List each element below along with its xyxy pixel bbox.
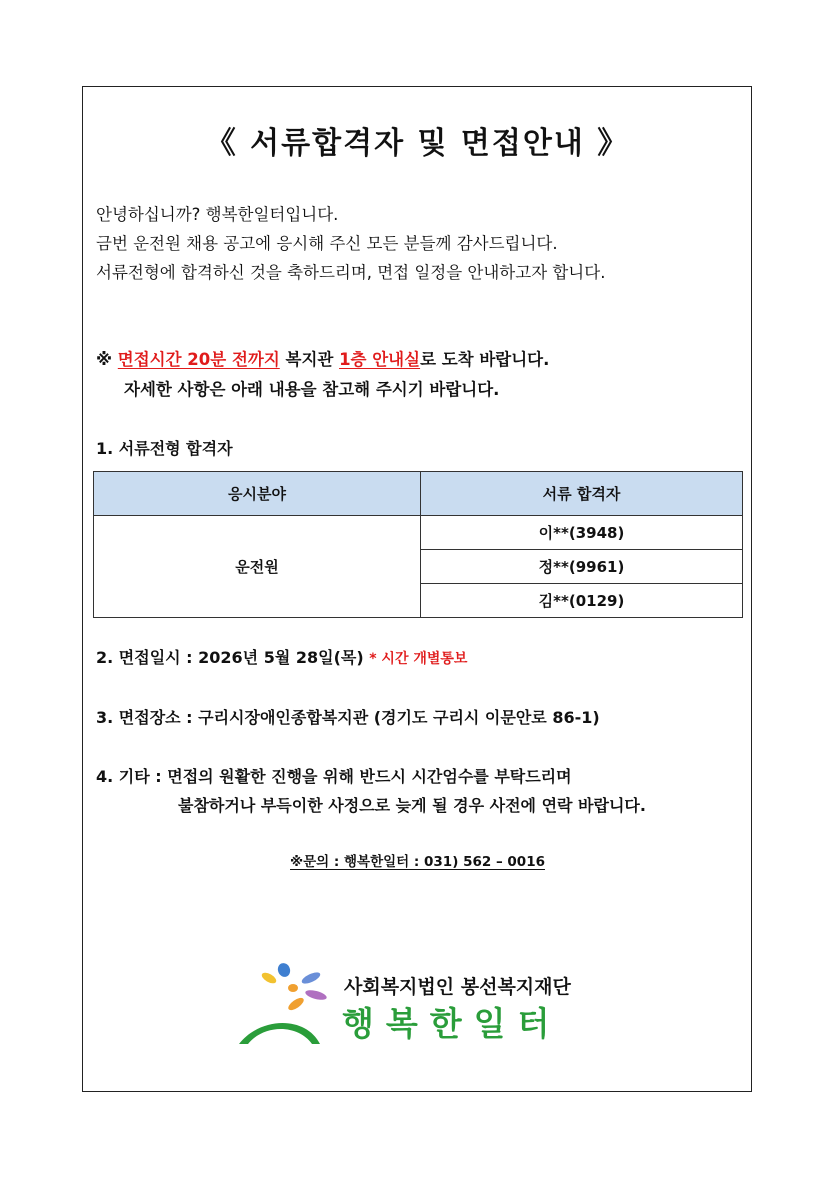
org-subtitle: 사회복지법인 봉선복지재단 — [344, 976, 571, 998]
section4-etc-line2: 불참하거나 부득이한 사정으로 늦게 될 경우 사전에 연락 바랍니다. — [178, 796, 646, 815]
section1-heading: 1. 서류전형 합격자 — [96, 439, 233, 458]
greeting-line: 금번 운전원 채용 공고에 응시해 주신 모든 분들께 감사드립니다. — [96, 234, 558, 253]
notice-mark: ※ — [96, 350, 118, 369]
passer-cell: 김**(0129) — [421, 584, 743, 618]
section4-etc: 4. 기타 : 면접의 원활한 진행을 위해 반드시 시간엄수를 부탁드리며 — [96, 767, 572, 786]
notice-place-highlight: 1층 안내실 — [339, 350, 421, 369]
notice-text: 로 도착 바랍니다. — [420, 350, 550, 369]
greeting-line: 서류전형에 합격하신 것을 축하드리며, 면접 일정을 안내하고자 합니다. — [96, 263, 606, 282]
section3-interview-place: 3. 면접장소 : 구리시장애인종합복지관 (경기도 구리시 이문안로 86-1) — [96, 708, 600, 727]
interview-time-note: * 시간 개별통보 — [369, 651, 468, 667]
passers-table — [93, 471, 743, 618]
notice-time-highlight: 면접시간 20분 전까지 — [117, 350, 280, 369]
greeting-paragraph — [96, 200, 605, 287]
notice-text: 복지관 — [279, 350, 340, 369]
passer-cell: 정**(9961) — [421, 550, 743, 584]
logo-mark-icon — [236, 958, 336, 1053]
org-logo — [236, 958, 606, 1053]
greeting-line: 안녕하십니까? 행복한일터입니다. — [96, 205, 339, 224]
table-row — [94, 516, 743, 550]
contact-info: ※문의 : 행복한일터 : 031) 562 – 0016 — [290, 854, 545, 870]
notice-line2: 자세한 사항은 아래 내용을 참고해 주시기 바랍니다. — [124, 380, 500, 399]
page-title: 《 서류합격자 및 면접안내 》 — [205, 126, 630, 161]
header-passers: 서류 합격자 — [421, 472, 743, 516]
interview-date-text: 2. 면접일시 : 2026년 5월 28일(목) — [96, 648, 370, 667]
table-header-row — [94, 472, 743, 516]
passer-cell: 이**(3948) — [421, 516, 743, 550]
arrival-notice — [96, 345, 549, 405]
header-field: 응시분야 — [94, 472, 421, 516]
section2-interview-date — [96, 645, 467, 668]
org-name: 행복한일터 — [342, 1004, 562, 1043]
field-cell: 운전원 — [94, 516, 421, 618]
